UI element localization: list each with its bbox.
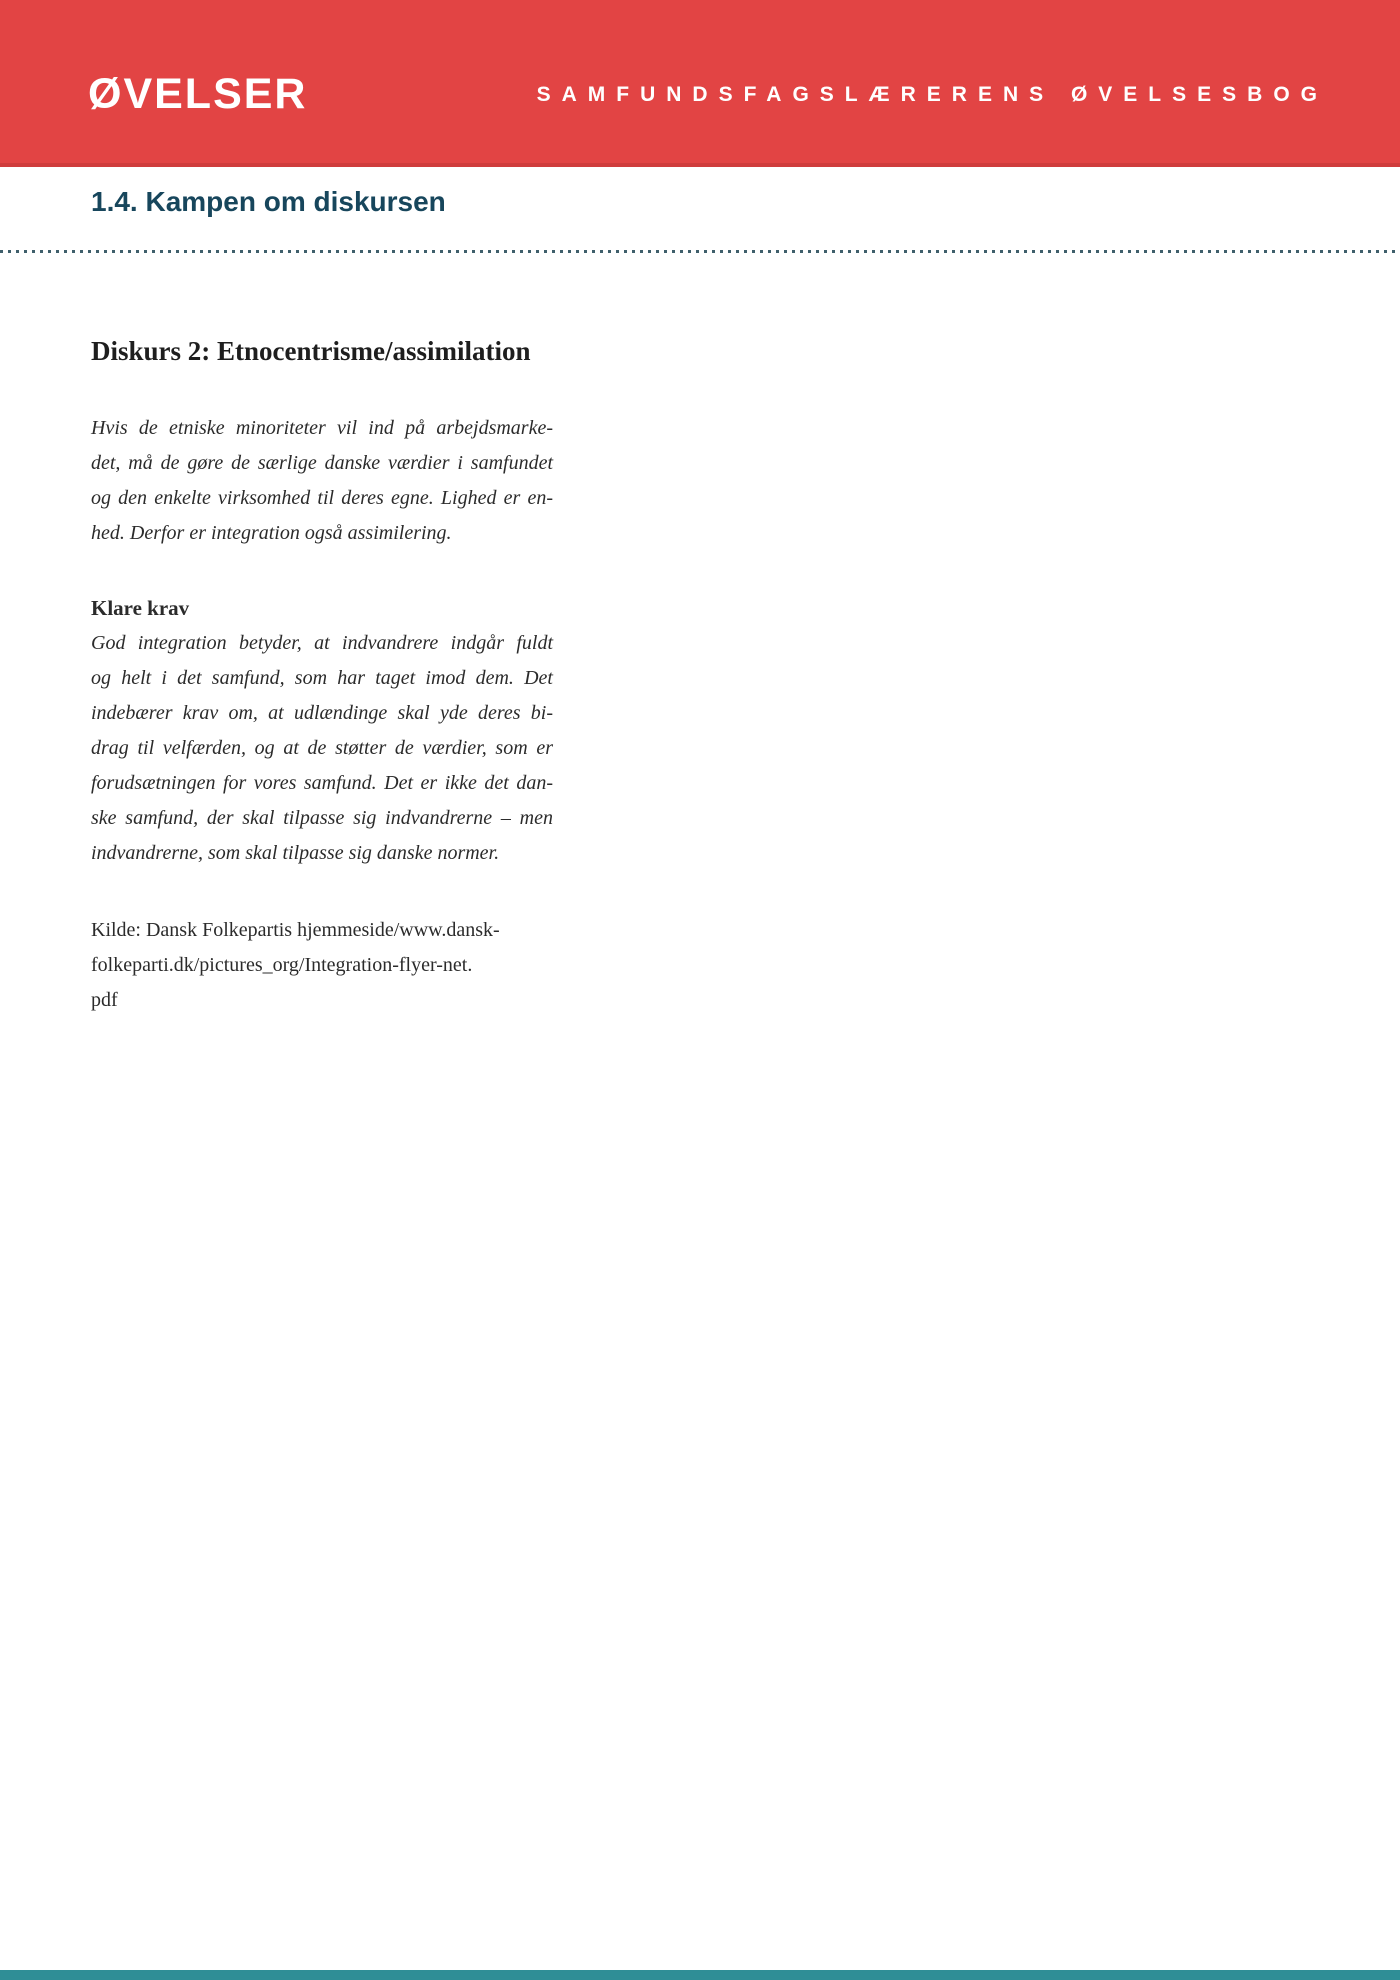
brand-title: ØVELSER [88,70,308,118]
article-column [91,336,553,1018]
footer-accent-bar [0,1970,1400,1980]
quote-paragraph-1 [91,411,553,551]
quote2-line: indebærer krav om, at udlændinge skal yde deres bi- [91,702,553,724]
source-citation [91,913,553,1018]
dotted-divider [0,250,1400,253]
quote1-line: hed. Derfor er integration også assimilering. [91,522,452,544]
quote2-line: indvandrerne, som skal tilpasse sig danske normer. [91,842,500,864]
book-title: SAMFUNDSFAGSLÆRERENS ØVELSESBOG [536,82,1328,106]
quote-paragraph-2 [91,626,553,871]
quote2-line: God integration betyder, at indvandrere indgår fuldt [91,632,553,654]
page-header-band [0,0,1400,167]
source-line: folkeparti.dk/pictures_org/Integration-flyer-net. [91,954,473,976]
quote1-line: og den enkelte virksomhed til deres egne. Lighed er en- [91,487,553,509]
source-line: Kilde: Dansk Folkepartis hjemmeside/www.dansk- [91,919,500,941]
section-title: 1.4. Kampen om diskursen [91,186,446,217]
article-heading: Diskurs 2: Etnocentrisme/assimilation [91,336,531,366]
quote2-line: forudsætningen for vores samfund. Det er ikke det dan- [91,772,553,794]
quote2-line: drag til velfærden, og at de støtter de værdier, som er [91,737,553,759]
article-subheading: Klare krav [91,596,190,620]
quote2-line: og helt i det samfund, som har taget imod dem. Det [91,667,553,689]
quote1-line: det, må de gøre de særlige danske værdier i samfundet [91,452,553,474]
source-line: pdf [91,989,118,1011]
quote1-line: Hvis de etniske minoriteter vil ind på arbejdsmarke- [91,417,553,439]
quote2-line: ske samfund, der skal tilpasse sig indvandrerne – men [91,807,553,829]
